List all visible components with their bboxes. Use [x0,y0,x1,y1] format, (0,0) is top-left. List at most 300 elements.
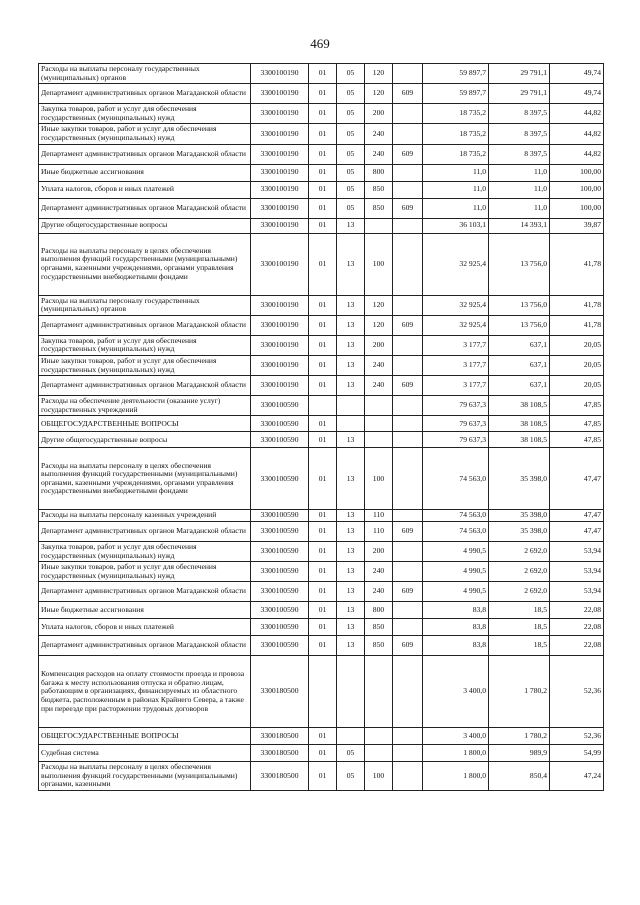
subsection-code: 05 [337,84,365,104]
expense-type-code [365,728,393,745]
actual-amount: 637,1 [489,376,550,396]
expense-type-code: 200 [365,335,393,355]
table-row [39,432,604,448]
expense-name: Расходы на выплаты персоналу государственных (муниципальных) органов [39,295,251,315]
subsection-code [337,396,365,416]
subsection-code: 13 [337,376,365,396]
actual-amount: 1 780,2 [489,728,550,745]
expense-type-code: 120 [365,84,393,104]
section-code: 01 [309,355,337,375]
expense-type-code: 850 [365,619,393,636]
target-article-code: 3300100590 [251,562,309,582]
planned-amount: 83,8 [423,636,489,656]
subsection-code: 13 [337,448,365,510]
target-article-code: 3300100590 [251,416,309,432]
planned-amount: 83,8 [423,602,489,619]
execution-percent: 53,94 [550,562,604,582]
execution-percent: 44,82 [550,144,604,164]
budget-table [38,63,604,791]
expense-name: Иные закупки товаров, работ и услуг для обеспечения государственных (муниципальных) нужд [39,562,251,582]
department-code [393,218,423,233]
actual-amount: 13 756,0 [489,233,550,295]
section-code: 01 [309,562,337,582]
section-code: 01 [309,448,337,510]
department-code [393,656,423,728]
expense-name: Расходы на обеспечение деятельности (оказание услуг) государственных учреждений [39,396,251,416]
expense-type-code: 120 [365,315,393,335]
target-article-code: 3300100190 [251,295,309,315]
department-code: 609 [393,582,423,602]
actual-amount: 35 398,0 [489,448,550,510]
actual-amount: 18,5 [489,636,550,656]
target-article-code: 3300100190 [251,104,309,124]
execution-percent: 54,99 [550,745,604,762]
department-code: 609 [393,84,423,104]
table-row [39,619,604,636]
target-article-code: 3300100190 [251,64,309,84]
actual-amount: 38 108,5 [489,432,550,448]
table-row [39,84,604,104]
subsection-code: 05 [337,762,365,791]
execution-percent: 47,47 [550,521,604,541]
table-row [39,64,604,84]
planned-amount: 4 990,5 [423,582,489,602]
department-code: 609 [393,376,423,396]
expense-name: Компенсация расходов на оплату стоимости проезда и провоза багажа к месту использования отпуска и обратно лицам, работающим в организациях, финансируемых из областного бюджета, расположенным в районах Крайнего Севера, а также при переезде при расторжении трудовых договоров [39,656,251,728]
expense-name: Иные закупки товаров, работ и услуг для обеспечения государственных (муниципальных) нужд [39,124,251,144]
target-article-code: 3300100590 [251,448,309,510]
subsection-code: 05 [337,104,365,124]
department-code: 609 [393,521,423,541]
table-row [39,745,604,762]
department-code: 609 [393,315,423,335]
target-article-code: 3300100190 [251,181,309,198]
subsection-code: 13 [337,619,365,636]
expense-name: Расходы на выплаты персоналу казенных учреждений [39,510,251,522]
target-article-code: 3300100190 [251,355,309,375]
subsection-code: 13 [337,335,365,355]
execution-percent: 44,82 [550,124,604,144]
department-code [393,335,423,355]
table-row [39,416,604,432]
expense-type-code: 800 [365,164,393,181]
expense-type-code: 850 [365,198,393,218]
expense-name: Расходы на выплаты персоналу в целях обеспечения выполнения функций государственными (муниципальными) органами, казенными учреждениями, органами управления государственными внебюджетными фондами [39,448,251,510]
expense-name: Расходы на выплаты персоналу в целях обеспечения выполнения функций государственными (муниципальными) органами, казенными учреждениями, органами управления государственными внебюджетными фондами [39,233,251,295]
target-article-code: 3300100590 [251,521,309,541]
expense-name: Департамент административных органов Магаданской области [39,376,251,396]
department-code [393,416,423,432]
execution-percent: 100,00 [550,164,604,181]
expense-name: Департамент административных органов Магаданской области [39,521,251,541]
expense-name: Иные закупки товаров, работ и услуг для обеспечения государственных (муниципальных) нужд [39,355,251,375]
section-code: 01 [309,124,337,144]
execution-percent: 20,05 [550,376,604,396]
planned-amount: 3 400,0 [423,656,489,728]
actual-amount: 11,0 [489,164,550,181]
expense-name: Иные бюджетные ассигнования [39,602,251,619]
expense-name: Закупка товаров, работ и услуг для обеспечения государственных (муниципальных) нужд [39,541,251,561]
expense-name: Уплата налогов, сборов и иных платежей [39,619,251,636]
expense-type-code: 850 [365,636,393,656]
department-code [393,124,423,144]
expense-type-code: 240 [365,582,393,602]
expense-name: Иные бюджетные ассигнования [39,164,251,181]
subsection-code: 05 [337,144,365,164]
table-row [39,295,604,315]
table-row [39,355,604,375]
execution-percent: 47,47 [550,448,604,510]
execution-percent: 47,85 [550,396,604,416]
section-code [309,396,337,416]
execution-percent: 20,05 [550,355,604,375]
subsection-code: 13 [337,218,365,233]
expense-name: Расходы на выплаты персоналу государственных (муниципальных) органов [39,64,251,84]
target-article-code: 3300180500 [251,728,309,745]
department-code [393,233,423,295]
actual-amount: 18,5 [489,619,550,636]
target-article-code: 3300100190 [251,376,309,396]
planned-amount: 79 637,3 [423,416,489,432]
execution-percent: 39,87 [550,218,604,233]
target-article-code: 3300100190 [251,144,309,164]
subsection-code: 13 [337,233,365,295]
table-row [39,218,604,233]
actual-amount: 38 108,5 [489,416,550,432]
table-row [39,376,604,396]
section-code: 01 [309,104,337,124]
table-row [39,104,604,124]
target-article-code: 3300100190 [251,218,309,233]
expense-name: Департамент административных органов Магаданской области [39,582,251,602]
expense-type-code: 240 [365,355,393,375]
department-code [393,541,423,561]
expense-type-code: 100 [365,762,393,791]
expense-name: Департамент административных органов Магаданской области [39,84,251,104]
expense-name: Закупка товаров, работ и услуг для обеспечения государственных (муниципальных) нужд [39,104,251,124]
subsection-code: 13 [337,562,365,582]
execution-percent: 49,74 [550,84,604,104]
target-article-code: 3300100190 [251,233,309,295]
actual-amount: 11,0 [489,198,550,218]
page-number: 469 [310,36,330,51]
subsection-code: 05 [337,745,365,762]
table-row [39,181,604,198]
table-row [39,728,604,745]
planned-amount: 11,0 [423,181,489,198]
target-article-code: 3300100590 [251,510,309,522]
actual-amount: 989,9 [489,745,550,762]
planned-amount: 36 103,1 [423,218,489,233]
actual-amount: 8 397,5 [489,144,550,164]
actual-amount: 2 692,0 [489,562,550,582]
execution-percent: 22,08 [550,636,604,656]
expense-type-code: 100 [365,448,393,510]
expense-type-code: 200 [365,104,393,124]
actual-amount: 29 791,1 [489,84,550,104]
subsection-code [337,416,365,432]
table-row [39,636,604,656]
expense-name: Закупка товаров, работ и услуг для обеспечения государственных (муниципальных) нужд [39,335,251,355]
section-code: 01 [309,295,337,315]
department-code [393,104,423,124]
table-row [39,602,604,619]
department-code [393,619,423,636]
execution-percent: 41,78 [550,233,604,295]
section-code: 01 [309,510,337,522]
subsection-code: 05 [337,124,365,144]
department-code [393,432,423,448]
section-code: 01 [309,416,337,432]
section-code: 01 [309,164,337,181]
expense-name: Департамент административных органов Магаданской области [39,636,251,656]
expense-type-code: 240 [365,124,393,144]
subsection-code: 13 [337,582,365,602]
section-code: 01 [309,315,337,335]
table-row [39,124,604,144]
table-row [39,762,604,791]
actual-amount: 35 398,0 [489,510,550,522]
execution-percent: 41,78 [550,315,604,335]
department-code [393,355,423,375]
actual-amount: 11,0 [489,181,550,198]
section-code: 01 [309,521,337,541]
actual-amount: 8 397,5 [489,104,550,124]
actual-amount: 35 398,0 [489,521,550,541]
planned-amount: 32 925,4 [423,315,489,335]
planned-amount: 18 735,2 [423,104,489,124]
subsection-code [337,728,365,745]
expense-name: Департамент административных органов Магаданской области [39,315,251,335]
expense-type-code: 850 [365,181,393,198]
subsection-code: 13 [337,355,365,375]
expense-name: Департамент административных органов Магаданской области [39,198,251,218]
department-code [393,762,423,791]
department-code [393,510,423,522]
actual-amount: 637,1 [489,355,550,375]
expense-name: ОБЩЕГОСУДАРСТВЕННЫЕ ВОПРОСЫ [39,728,251,745]
execution-percent: 47,85 [550,416,604,432]
section-code [309,656,337,728]
subsection-code: 13 [337,315,365,335]
planned-amount: 32 925,4 [423,233,489,295]
execution-percent: 20,05 [550,335,604,355]
expense-name: Расходы на выплаты персоналу в целях обеспечения выполнения функций государственными (муниципальными) органами, казенными [39,762,251,791]
target-article-code: 3300100190 [251,164,309,181]
target-article-code: 3300100190 [251,198,309,218]
planned-amount: 79 637,3 [423,432,489,448]
subsection-code: 13 [337,541,365,561]
expense-type-code: 100 [365,233,393,295]
execution-percent: 53,94 [550,541,604,561]
execution-percent: 52,36 [550,656,604,728]
planned-amount: 3 177,7 [423,355,489,375]
actual-amount: 8 397,5 [489,124,550,144]
subsection-code: 13 [337,521,365,541]
table-row [39,144,604,164]
department-code: 609 [393,636,423,656]
department-code [393,295,423,315]
execution-percent: 53,94 [550,582,604,602]
department-code [393,728,423,745]
target-article-code: 3300100190 [251,315,309,335]
department-code [393,448,423,510]
target-article-code: 3300180500 [251,762,309,791]
table-row [39,198,604,218]
planned-amount: 1 800,0 [423,762,489,791]
expense-type-code [365,218,393,233]
target-article-code: 3300100590 [251,582,309,602]
planned-amount: 1 800,0 [423,745,489,762]
expense-type-code [365,432,393,448]
section-code: 01 [309,432,337,448]
actual-amount: 13 756,0 [489,295,550,315]
execution-percent: 22,08 [550,602,604,619]
expense-type-code: 110 [365,510,393,522]
section-code: 01 [309,335,337,355]
target-article-code: 3300100190 [251,84,309,104]
table-row [39,562,604,582]
section-code: 01 [309,84,337,104]
actual-amount: 38 108,5 [489,396,550,416]
target-article-code: 3300180500 [251,656,309,728]
table-row [39,582,604,602]
execution-percent: 52,36 [550,728,604,745]
expense-type-code: 240 [365,144,393,164]
section-code: 01 [309,198,337,218]
table-row [39,521,604,541]
section-code: 01 [309,582,337,602]
target-article-code: 3300100590 [251,636,309,656]
expense-type-code: 120 [365,295,393,315]
table-row [39,396,604,416]
section-code: 01 [309,619,337,636]
subsection-code: 05 [337,181,365,198]
planned-amount: 18 735,2 [423,124,489,144]
expense-type-code: 120 [365,64,393,84]
planned-amount: 83,8 [423,619,489,636]
actual-amount: 850,4 [489,762,550,791]
expense-name: Судебная система [39,745,251,762]
subsection-code: 05 [337,198,365,218]
planned-amount: 3 400,0 [423,728,489,745]
actual-amount: 2 692,0 [489,541,550,561]
section-code: 01 [309,218,337,233]
actual-amount: 2 692,0 [489,582,550,602]
planned-amount: 74 563,0 [423,510,489,522]
planned-amount: 4 990,5 [423,541,489,561]
section-code: 01 [309,745,337,762]
section-code: 01 [309,233,337,295]
section-code: 01 [309,541,337,561]
expense-name: Другие общегосударственные вопросы [39,218,251,233]
department-code [393,396,423,416]
department-code: 609 [393,144,423,164]
planned-amount: 59 897,7 [423,84,489,104]
expense-type-code: 200 [365,541,393,561]
subsection-code: 05 [337,64,365,84]
subsection-code: 13 [337,636,365,656]
planned-amount: 3 177,7 [423,335,489,355]
execution-percent: 47,85 [550,432,604,448]
department-code: 609 [393,198,423,218]
department-code [393,181,423,198]
expense-type-code [365,396,393,416]
department-code [393,164,423,181]
section-code: 01 [309,64,337,84]
actual-amount: 13 756,0 [489,315,550,335]
actual-amount: 18,5 [489,602,550,619]
planned-amount: 11,0 [423,198,489,218]
planned-amount: 4 990,5 [423,562,489,582]
target-article-code: 3300180500 [251,745,309,762]
planned-amount: 74 563,0 [423,521,489,541]
planned-amount: 11,0 [423,164,489,181]
target-article-code: 3300100590 [251,432,309,448]
subsection-code: 13 [337,432,365,448]
execution-percent: 44,82 [550,104,604,124]
table-row [39,335,604,355]
execution-percent: 49,74 [550,64,604,84]
execution-percent: 100,00 [550,181,604,198]
subsection-code: 13 [337,510,365,522]
expense-type-code: 240 [365,376,393,396]
department-code [393,64,423,84]
section-code: 01 [309,181,337,198]
section-code: 01 [309,144,337,164]
table-row [39,233,604,295]
planned-amount: 59 897,7 [423,64,489,84]
section-code: 01 [309,728,337,745]
section-code: 01 [309,636,337,656]
table-row [39,656,604,728]
expense-name: ОБЩЕГОСУДАРСТВЕННЫЕ ВОПРОСЫ [39,416,251,432]
planned-amount: 32 925,4 [423,295,489,315]
target-article-code: 3300100190 [251,124,309,144]
subsection-code: 05 [337,164,365,181]
planned-amount: 74 563,0 [423,448,489,510]
table-row [39,448,604,510]
target-article-code: 3300100590 [251,602,309,619]
expense-type-code [365,745,393,762]
planned-amount: 3 177,7 [423,376,489,396]
expense-name: Другие общегосударственные вопросы [39,432,251,448]
execution-percent: 22,08 [550,619,604,636]
planned-amount: 79 637,3 [423,396,489,416]
subsection-code [337,656,365,728]
execution-percent: 41,78 [550,295,604,315]
subsection-code: 13 [337,295,365,315]
expense-type-code: 110 [365,521,393,541]
expense-type-code [365,416,393,432]
department-code [393,602,423,619]
expense-type-code: 240 [365,562,393,582]
subsection-code: 13 [337,602,365,619]
expense-name: Уплата налогов, сборов и иных платежей [39,181,251,198]
section-code: 01 [309,762,337,791]
execution-percent: 47,24 [550,762,604,791]
target-article-code: 3300100590 [251,541,309,561]
section-code: 01 [309,602,337,619]
expense-name: Департамент административных органов Магаданской области [39,144,251,164]
expense-type-code: 800 [365,602,393,619]
target-article-code: 3300100190 [251,335,309,355]
actual-amount: 1 780,2 [489,656,550,728]
planned-amount: 18 735,2 [423,144,489,164]
table-row [39,164,604,181]
table-row [39,541,604,561]
target-article-code: 3300100590 [251,619,309,636]
